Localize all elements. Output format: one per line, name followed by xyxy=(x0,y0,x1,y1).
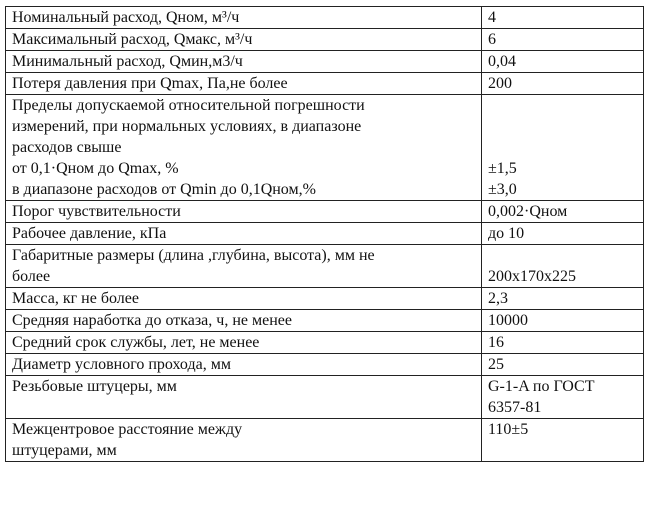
value-cell xyxy=(482,245,644,288)
value-cell xyxy=(482,201,644,223)
table-row xyxy=(6,288,644,310)
table-row xyxy=(6,245,644,288)
parameter-text: от 0,1·Qном до Qmax, % xyxy=(12,160,179,177)
table-row xyxy=(6,29,644,51)
spec-table-body xyxy=(6,7,644,462)
parameter-cell xyxy=(6,376,482,419)
parameter-text: Порог чувствительности xyxy=(12,203,181,220)
parameter-text: Пределы допускаемой относительной погрешности xyxy=(12,97,365,114)
parameter-cell xyxy=(6,95,482,201)
parameter-text: Диаметр условного прохода, мм xyxy=(12,356,231,373)
parameter-text: в диапазоне расходов от Qmin до 0,1Qном,% xyxy=(12,181,316,198)
parameter-text: Номинальный расход, Qном, м³/ч xyxy=(12,9,240,26)
parameter-text: расходов свыше xyxy=(12,139,122,156)
value-text: 25 xyxy=(488,356,504,373)
parameter-text: Потеря давления при Qmax, Па,не более xyxy=(12,75,288,92)
parameter-text: Минимальный расход, Qмин,м3/ч xyxy=(12,53,243,70)
parameter-cell xyxy=(6,51,482,73)
value-text: 16 xyxy=(488,334,504,351)
parameter-text: Резьбовые штуцеры, мм xyxy=(12,378,177,395)
parameter-cell xyxy=(6,354,482,376)
value-cell xyxy=(482,310,644,332)
value-text: ±1,5 xyxy=(488,160,517,177)
parameter-text: Средняя наработка до отказа, ч, не менее xyxy=(12,312,292,329)
value-text: 4 xyxy=(488,9,496,26)
value-text: 110±5 xyxy=(488,421,529,438)
table-row xyxy=(6,310,644,332)
value-text: 6357-81 xyxy=(488,399,542,416)
value-cell xyxy=(482,73,644,95)
table-row xyxy=(6,332,644,354)
parameter-text: Максимальный расход, Qмакс, м³/ч xyxy=(12,31,253,48)
value-cell xyxy=(482,419,644,462)
parameter-cell xyxy=(6,288,482,310)
table-row xyxy=(6,51,644,73)
value-text: 0,04 xyxy=(488,53,516,70)
value-text: 200x170x225 xyxy=(488,268,576,285)
parameter-cell xyxy=(6,310,482,332)
spec-table xyxy=(5,6,644,462)
parameter-cell xyxy=(6,7,482,29)
value-text: до 10 xyxy=(488,225,525,242)
table-row xyxy=(6,376,644,419)
parameter-text: Межцентровое расстояние между xyxy=(12,421,243,438)
parameter-cell xyxy=(6,29,482,51)
parameter-text: Рабочее давление, кПа xyxy=(12,225,167,242)
value-text: 0,002·Qном xyxy=(488,203,568,220)
value-cell xyxy=(482,288,644,310)
parameter-text: Средний срок службы, лет, не менее xyxy=(12,334,260,351)
table-row xyxy=(6,73,644,95)
table-row xyxy=(6,223,644,245)
parameter-text: Масса, кг не более xyxy=(12,290,139,307)
value-cell xyxy=(482,223,644,245)
value-text: 2,3 xyxy=(488,290,508,307)
parameter-cell xyxy=(6,332,482,354)
value-text: ±3,0 xyxy=(488,181,517,198)
value-text: G-1-A по ГОСТ xyxy=(488,378,595,395)
table-row xyxy=(6,7,644,29)
value-cell xyxy=(482,332,644,354)
value-cell xyxy=(482,51,644,73)
table-row xyxy=(6,354,644,376)
parameter-cell xyxy=(6,223,482,245)
parameter-cell xyxy=(6,73,482,95)
parameter-text: измерений, при нормальных условиях, в диапазоне xyxy=(12,118,362,135)
table-row xyxy=(6,95,644,201)
value-text: 6 xyxy=(488,31,496,48)
parameter-cell xyxy=(6,245,482,288)
parameter-cell xyxy=(6,201,482,223)
parameter-text: штуцерами, мм xyxy=(12,442,117,459)
value-cell xyxy=(482,29,644,51)
table-row xyxy=(6,201,644,223)
value-text: 200 xyxy=(488,75,512,92)
value-cell xyxy=(482,354,644,376)
parameter-text: Габаритные размеры (длина ,глубина, высота), мм не xyxy=(12,247,375,264)
table-row xyxy=(6,419,644,462)
parameter-text: более xyxy=(12,268,51,285)
value-cell xyxy=(482,376,644,419)
value-cell xyxy=(482,7,644,29)
value-cell xyxy=(482,95,644,201)
value-text: 10000 xyxy=(488,312,528,329)
parameter-cell xyxy=(6,419,482,462)
